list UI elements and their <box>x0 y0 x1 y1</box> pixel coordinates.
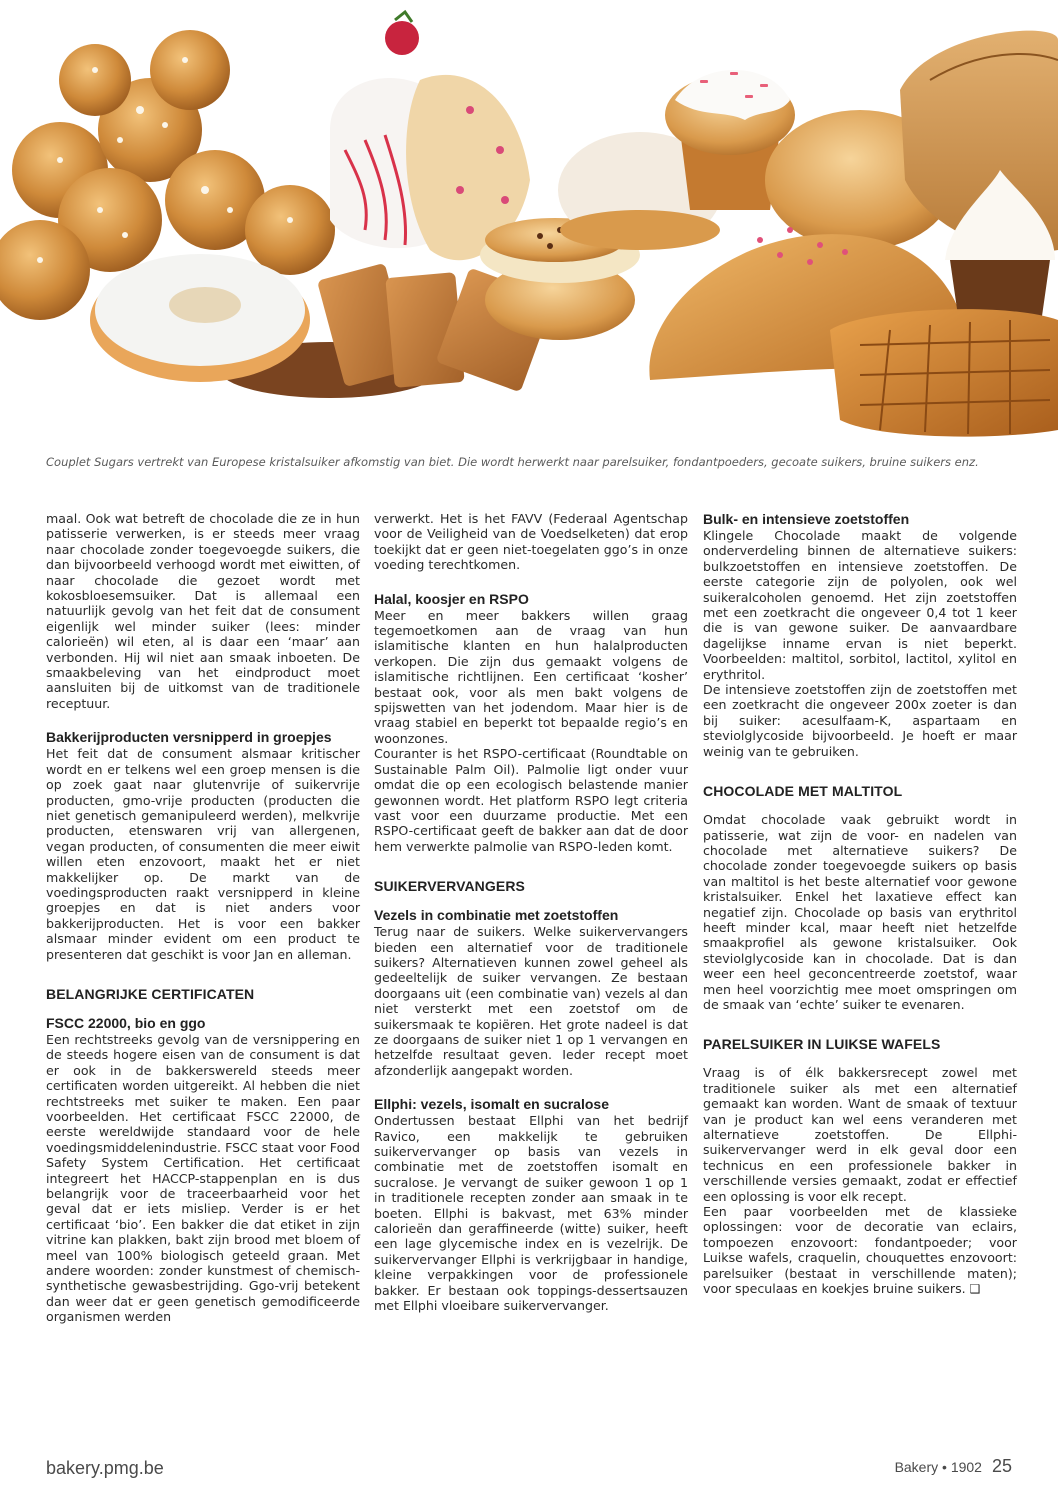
subheading: Halal, koosjer en RSPO <box>374 590 529 607</box>
paragraph: verwerkt. Het is het FAVV (Federaal Agentschap voor de Veiligheid van de Voedselketen) dat erop toekijkt dat er geen niet-toegelaten ggo’s in onze voeding terechtkomen. <box>374 511 688 573</box>
page-footer <box>895 1456 1012 1477</box>
paragraph: Omdat chocolade vaak gebruikt wordt in patisserie, wat zijn de voor- en nadelen van chocolade met alternatieve suikers? De chocolade zonder toegevoegde suikers op basis van maltitol is het beste alternatief voor gewone kristalsuiker. Enkel het laxatieve effect kan negatief zijn. Chocolade op basis van erythritol heeft minder kcal, maar heeft niet hetzelfde smaakprofiel als gewone kristalsuiker. Ook steviolglycoside kan in chocolade. Dat is dan weer een heel geconcentreerde zoetstof, waar men heel voorzichtig mee moet omspringen om de smaak van ‘echte’ suiker te evenaren. <box>703 812 1017 1012</box>
paragraph: Ondertussen bestaat Ellphi van het bedrijf Ravico, een makkelijk te gebruiken suikervervanger op basis van vezels in combinatie met de zoetstoffen isomalt en sucralose. Je vervangt de suiker gewoon 1 op 1 in traditionele recepten zonder aan smaak in te boeten. Ellphi is bakvast, met 63% minder calorieën dan geraffineerde (witte) suiker, heeft een lage glycemische index en is vezelrijk. De suikervervanger Ellphi is verkrijgbaar in handige, kleine verpakkingen voor de professionele bakker. Er bestaan ook toppings-dessertsauzen met Ellphi vloeibare suikervervanger. <box>374 1113 688 1314</box>
paragraph: maal. Ook wat betreft de chocolade die ze in hun patisserie verwerken, is er steeds meer vraag naar chocolade zonder toegevoegde suikers, die dan bijvoorbeeld verhoogd wordt met eiwitten, of naar chocolade die gezoet wordt met kokosbloesemsuiker. Dat is allemaal een natuurlijk gevolg van het feit dat de consument eigenlijk wel minder suiker (lees: minder calorieën) wil eten, al is daar een ‘maar’ aan verbonden. Hij wil niet aan smaak inboeten. De smaakbeleving van het eindproduct moet aansluiten bij de uitkomst van de traditionele receptuur. <box>46 511 360 711</box>
paragraph: Couranter is het RSPO-certificaat (Roundtable on Sustainable Palm Oil). Palmolie ligt onder vuur omdat die op een ecologisch belastende manier gewonnen wordt. Het platform RSPO legt criteria vast voor een duurzame productie. Met een RSPO-certificaat geeft de bakker aan dat de door hem verwerkte palmolie van RSPO-leden komt. <box>374 746 688 854</box>
magazine-issue: Bakery • 1902 <box>894 1459 982 1475</box>
section-heading: PARELSUIKER IN LUIKSE WAFELS <box>703 1036 941 1053</box>
subheading: Ellphi: vezels, isomalt en sucralose <box>374 1096 609 1113</box>
column-1 <box>46 511 360 1325</box>
paragraph: De intensieve zoetstoffen zijn de zoetstoffen met een zoetkracht die ongeveer 200x zoeter is dan bij suiker: acesulfaam-K, aspartaam en steviolglycoside bijvoorbeeld. Je hoeft er maar weinig van te gebruiken. <box>703 682 1017 759</box>
paragraph <box>703 1204 1017 1297</box>
column-2 <box>374 511 688 1313</box>
section-heading: CHOCOLADE MET MALTITOL <box>703 783 903 800</box>
paragraph: Klingele Chocolade maakt de volgende onderverdeling binnen de alternatieve suikers: bulkzoetstoffen en intensieve zoetstoffen. De eerste categorie zijn de polyolen, ook wel suikeralcoholen genoemd. Het zijn zoetstoffen met een zoetkracht die ongeveer 0,4 tot 1 keer die is van gewone suiker. De aanvaardbare dagelijkse inname ervan is niet beperkt. Voorbeelden: maltitol, sorbitol, lactitol, xylitol en erythritol. <box>703 528 1017 682</box>
subheading: FSCC 22000, bio en ggo <box>46 1014 206 1031</box>
column-3 <box>703 511 1017 1297</box>
section-heading: BELANGRIJKE CERTIFICATEN <box>46 985 255 1002</box>
paragraph: Terug naar de suikers. Welke suikervervangers bieden een alternatief voor de traditionele suikers? Alternatieven kunnen zowel geheel als gedeeltelijk de suiker vervangen. Ze bestaan doorgaans uit (een combinatie van) vezels al dan niet versterkt met een zoetstof om de suikersmaak te kopiëren. Het grote nadeel is dat ze doorgaans de suiker niet 1 op 1 vervangen en hetzelfde resultaat geven. Ieder recept moet afzonderlijk aangepakt worden. <box>374 924 688 1078</box>
paragraph-text: Een paar voorbeelden met de klassieke oplossingen: voor de decoratie van eclairs, tompoezen enzovoort: fondantpoeder; voor Luikse wafels, craquelin, chouquettes enzovoort: parelsuiker (bestaat in verschillende maten); voor speculaas en koekjes bruine suikers. <box>703 1204 1017 1297</box>
subheading: Bakkerijproducten versnipperd in groepjes <box>46 729 332 746</box>
paragraph: Vraag is of élk bakkersrecept zowel met traditionele suiker als met een alternatief gemaakt kan worden. Want de smaak of textuur van je product kan wel eens veranderen met alternatieve zoetstoffen. De Ellphi-suikervervanger werd in elk geval door een technicus en een professionele bakker in verschillende versies gemaakt, zodat er effectief een oplossing is voor elk recept. <box>703 1065 1017 1204</box>
page-number: 25 <box>991 1456 1012 1476</box>
hero-photo <box>0 0 1058 450</box>
paragraph: Het feit dat de consument alsmaar kritischer wordt en er telkens wel een groep mensen is die op zoek gaat naar glutenvrije of suikervrije producten, gmo-vrije producten (producten die niet genetisch gemanipuleerd werden), melkvrije producten, etenswaren vrij van allergenen, vegan producten, of consumenten die meer eiwit willen eten enzovoort, maakt het er niet makkelijker op. De markt van de voedingsproducten raakt versnipperd in kleine groepjes en dat is niet anders voor bakkerijproducten. Het is voor een bakker alsmaar minder evident om een product te presenteren dat geschikt is voor Jan en alleman. <box>46 746 360 962</box>
paragraph: Een rechtstreeks gevolg van de versnippering en de steeds hogere eisen van de consument is dat er ook in de bakkerswereld steeds meer certificaten worden uitgereikt. Al hebben die niet rechtstreeks met suiker te maken. Een paar voorbeelden. Het certificaat FSCC 22000, de eerste wereldwijde standaard voor de hele voedingsmiddelenindustrie. FSCC staat voor Food Safety System Certification. Het certificaat integreert het HACCP-stappenplan en is dus belangrijk voor de traceerbaarheid voor het geval dat er iets misliep. Verder is er het certificaat ‘bio’. Een bakker die dat etiket in zijn vitrine kan plakken, bakt zijn brood met bloem of meel van 100% biologisch geteeld graan. Met andere woorden: zonder kunstmest of chemisch-synthetische gewasbestrijding. Ggo-vrij betekent dan weer dat er geen genetisch gemodificeerde organismen werden <box>46 1031 360 1325</box>
end-mark-icon: ❑ <box>969 1282 981 1297</box>
section-heading: SUIKERVERVANGERS <box>374 878 525 895</box>
bakery-products-illustration <box>0 0 1058 450</box>
website-url: bakery.pmg.be <box>46 1458 164 1478</box>
paragraph: Meer en meer bakkers willen graag tegemoetkomen aan de vraag van hun islamitische klanten en hun halalproducten verkopen. Die zijn dus gemaakt volgens de islamitische richtlijnen. Een certificaat ‘kosher’ bestaat ook, voor als men bakt volgens de spijswetten van het jodendom. Maar hier is de vraag stabiel en beperkt tot bepaalde regio’s en woonzones. <box>374 607 688 746</box>
subheading: Vezels in combinatie met zoetstoffen <box>374 907 619 924</box>
photo-caption: Couplet Sugars vertrekt van Europese kristalsuiker afkomstig van biet. Die wordt herwerkt naar parelsuiker, fondantpoeders, gecoate suikers, bruine suikers enz. <box>46 455 979 469</box>
subheading: Bulk- en intensieve zoetstoffen <box>703 511 910 527</box>
